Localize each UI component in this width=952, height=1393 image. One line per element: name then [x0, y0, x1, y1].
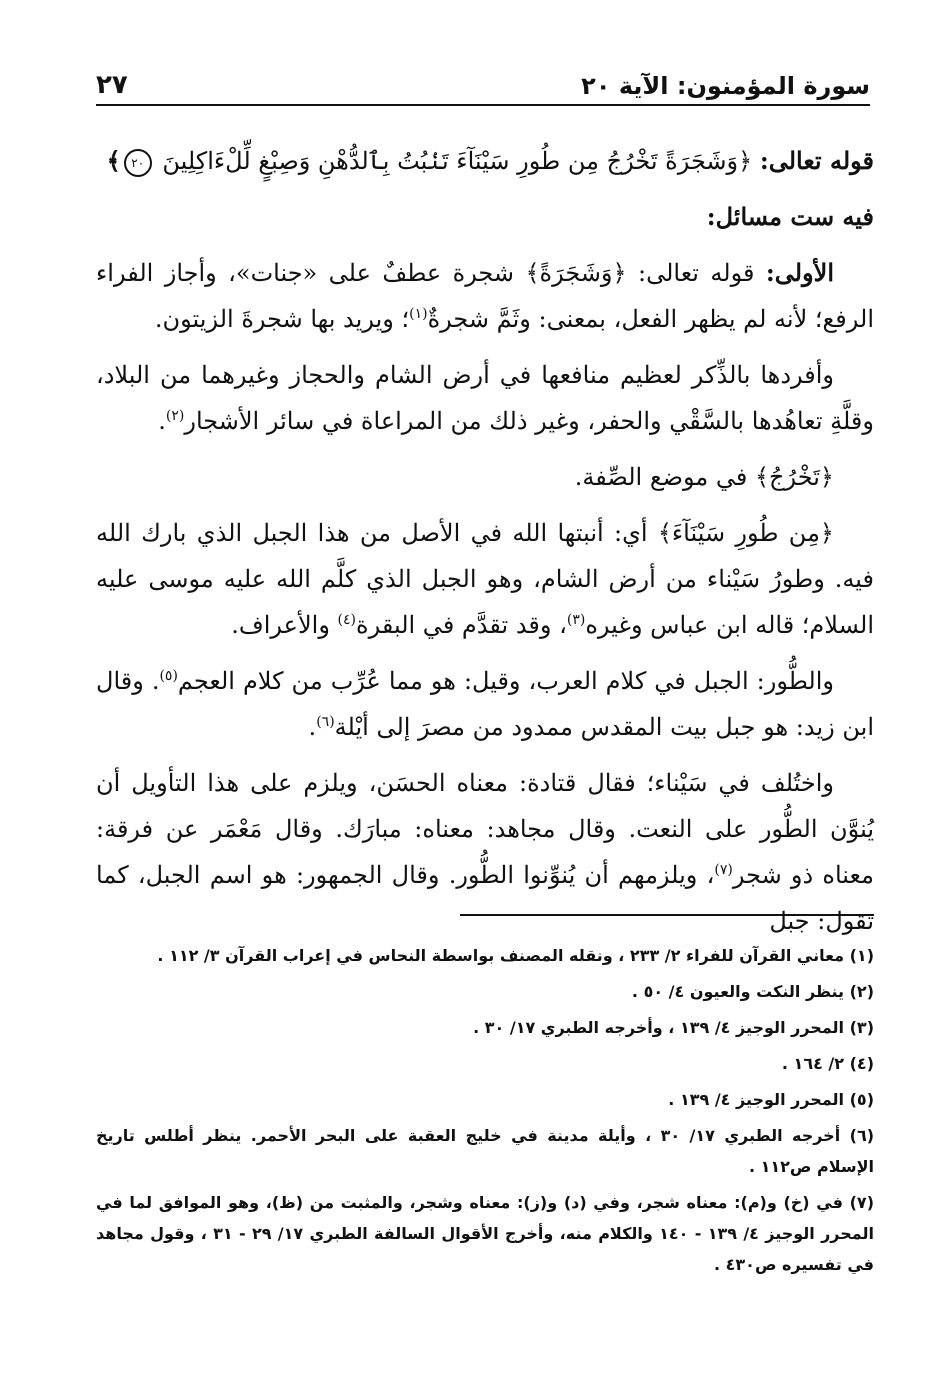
footnote-ref-2: (٢) — [165, 408, 185, 424]
paragraph-text: ، وقد تقدَّم في البقرة — [356, 611, 567, 639]
paragraph-3 — [96, 454, 874, 500]
paragraph-text: ؛ ويريد بها شجرةَ الزيتون. — [154, 305, 410, 333]
paragraph-text: والطُّور: الجبل في كلام العرب، وقيل: هو مما عُرِّب من كلام العجم — [177, 667, 834, 695]
paragraph-text: وأفردها بالذِّكر لعظيم منافعها في أرض الشام والحجاز وغيرهما من البلاد، وقلَّةِ تعاهُدها بالسَّقْي والحفر، وغير ذلك من المراعاة في سائر الأشجار — [96, 361, 874, 435]
paragraph-text: ، ويلزمهم أن يُنوِّنوا الطُّور. وقال الجمهور: هو اسم الجبل، كما تقول: جبل — [96, 861, 874, 935]
verse-line — [96, 138, 874, 184]
footnote-item: (٥) المحرر الوجيز ٤/ ١٣٩ . — [668, 1090, 874, 1109]
paragraph-text: قوله تعالى: ﴿وَشَجَرَةً﴾ شجرة عطفٌ على «جنات»، وأجاز الفراء الرفع؛ لأنه لم يظهر الفعل، بمعنى: وثَمَّ شجرةٌ — [96, 259, 874, 333]
verse-close-bracket: ﴾ — [106, 146, 121, 175]
paragraph-text: . — [308, 713, 317, 741]
paragraph-text: ﴿تَخْرُجُ﴾ في موضع الصِّفة. — [574, 463, 834, 491]
surah-title: سورة المؤمنون: الآية ٢٠ — [581, 72, 870, 100]
footnote-item: (٧) في (خ) و(م): معناه شجر، وفي (د) و(ز): معناه وشجر، والمثبت من (ظ)، وهو الموافق لما في المحرر الوجيز ٤/ ١٣٩ - ١٤٠ والكلام منه، وأخرج الأقوال السالفة الطبري ١٧/ ٢٩ - ٣١ ، وقول مجاهد في تفسيره ص٤٣٠ . — [96, 1193, 874, 1274]
issue-label: الأولى: — [765, 258, 834, 287]
page-header — [96, 62, 870, 100]
paragraph-text: . — [158, 407, 166, 435]
footnote-item: (٢) ينظر النكت والعيون ٤/ ٥٠ . — [631, 982, 874, 1001]
footnote-item: (٦) أخرجه الطبري ١٧/ ٣٠ ، وأيلة مدينة في خليج العقبة على البحر الأحمر. ينظر أطلس تاريخ الإسلام ص١١٢ . — [96, 1126, 875, 1176]
verse-intro: قوله تعالى: — [759, 146, 874, 175]
page-number: ٢٧ — [96, 70, 128, 100]
footnote-ref-7: (٧) — [714, 862, 733, 878]
paragraph-6 — [96, 760, 874, 944]
paragraph-5 — [96, 658, 874, 750]
footnote-divider — [460, 914, 874, 916]
footnote-item: (٤) ٢/ ١٦٤ . — [781, 1054, 874, 1073]
ayah-number-icon: ٢٠ — [124, 149, 152, 177]
paragraph-text: ﴿مِن طُورِ سَيْنَآءَ﴾ أي: أنبتها الله في الأصل من هذا الجبل الذي بارك الله فيه. وطورُ سَيْناء من أرض الشام، وهو الجبل الذي كلَّم الله عليه موسى عليه السلام؛ قاله ابن عباس وغيره — [96, 519, 874, 639]
footnote-ref-1: (١) — [409, 306, 428, 322]
paragraph-4 — [96, 510, 874, 648]
verse-text: ﴿وَشَجَرَةً تَخْرُجُ مِن طُورِ سَيْنَآءَ تَنۢبُتُ بِٱلدُّهْنِ وَصِبْغٍ لِّلْءَاكِلِينَ — [162, 147, 753, 175]
paragraph-text: والأعراف. — [231, 611, 338, 639]
footnote-ref-6: (٦) — [316, 714, 335, 730]
issues-heading — [96, 194, 874, 240]
header-divider — [96, 104, 870, 106]
paragraph-first-issue — [96, 250, 874, 342]
footnote-item: (١) معاني القرآن للفراء ٢/ ٢٣٣ ، ونقله المصنف بواسطة النحاس في إعراب القرآن ٣/ ١١٢ . — [157, 946, 874, 965]
issues-heading-text: فيه ست مسائل: — [706, 202, 874, 231]
paragraph-text: . وقال ابن زيد: هو جبل بيت المقدس ممدود من مصرَ إلى أيْلة — [96, 667, 874, 741]
footnote-item: (٣) المحرر الوجيز ٤/ ١٣٩ ، وأخرجه الطبري ١٧/ ٣٠ . — [473, 1018, 874, 1037]
main-text — [96, 138, 874, 954]
footnote-ref-5: (٥) — [159, 668, 178, 684]
paragraph-2 — [96, 352, 874, 444]
footnote-ref-4: (٤) — [337, 612, 356, 628]
paragraph-text: واختُلف في سَيْناء؛ فقال قتادة: معناه الحسَن، ويلزم على هذا التأويل أن يُنوَّن الطُّور على النعت. وقال مجاهد: معناه: مبارَك. وقال مَعْمَر عن فرقة: معناه ذو شجر — [96, 769, 875, 889]
footnote-ref-3: (٣) — [566, 612, 586, 628]
footnotes — [96, 940, 874, 1285]
